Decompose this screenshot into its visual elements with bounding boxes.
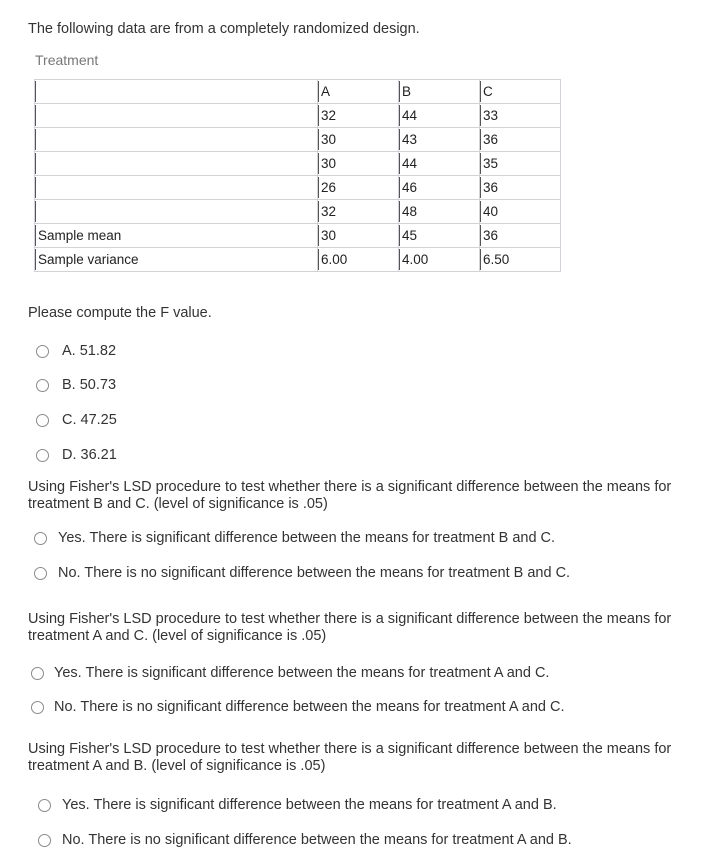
q3-option-yes[interactable] [31,665,549,681]
table-cell: 4.00 [399,249,479,270]
table-cell: 35 [480,153,560,174]
question-1-text: Please compute the F value. [28,305,212,321]
q3-option-no[interactable] [31,699,564,715]
table-cell: 36 [480,177,560,198]
header-cell-c: C [480,81,560,102]
radio-icon[interactable] [31,701,44,714]
table-cell: 44 [399,153,479,174]
table-cell: 46 [399,177,479,198]
radio-icon[interactable] [31,667,44,680]
treatment-label: Treatment [35,52,99,68]
option-label: D. 36.21 [62,447,117,463]
radio-icon[interactable] [38,834,51,847]
q1-option-a[interactable] [36,343,116,359]
table-row [35,152,561,176]
table-cell: 30 [318,225,398,246]
table-cell: 6.00 [318,249,398,270]
radio-icon[interactable] [36,449,49,462]
table-cell: 30 [318,129,398,150]
q2-option-yes[interactable] [34,530,555,546]
q4-option-yes[interactable] [38,797,557,813]
row-label [35,129,317,150]
radio-icon[interactable] [38,799,51,812]
option-label: Yes. There is significant difference between the means for treatment A and B. [62,797,557,813]
table-cell: 26 [318,177,398,198]
table-cell: 43 [399,129,479,150]
table-cell: 45 [399,225,479,246]
question-4-text: Using Fisher's LSD procedure to test whether there is a significant difference between the means for treatment A and B. (level of significance is .05) [28,741,672,774]
option-label: B. 50.73 [62,377,117,393]
table-row [35,128,561,152]
table-cell: 48 [399,201,479,222]
data-table [34,79,561,272]
table-cell: 44 [399,105,479,126]
q1-option-b[interactable] [36,377,116,393]
header-cell [35,81,317,102]
option-label: No. There is no significant difference between the means for treatment A and C. [54,699,565,715]
header-cell-a: A [318,81,398,102]
table-cell: 30 [318,153,398,174]
q4-option-no[interactable] [38,832,572,848]
table-row [35,224,561,248]
option-label: A. 51.82 [62,343,117,359]
table-cell: 36 [480,129,560,150]
header-cell-b: B [399,81,479,102]
q2-option-no[interactable] [34,565,570,581]
radio-icon[interactable] [34,532,47,545]
table-cell: 40 [480,201,560,222]
table-header-row [35,80,561,104]
table-cell: 6.50 [480,249,560,270]
table-cell: 36 [480,225,560,246]
option-label: C. 47.25 [62,412,117,428]
question-3-text: Using Fisher's LSD procedure to test whether there is a significant difference between the means for treatment A and C. (level of significance is .05) [28,611,672,644]
option-label: Yes. There is significant difference between the means for treatment B and C. [58,530,556,546]
table-row [35,200,561,224]
option-label: Yes. There is significant difference between the means for treatment A and C. [54,665,550,681]
q1-option-d[interactable] [36,447,117,463]
option-label: No. There is no significant difference between the means for treatment B and C. [58,565,571,581]
row-label: Sample variance [35,249,317,270]
radio-icon[interactable] [36,345,49,358]
row-label [35,201,317,222]
table-cell: 32 [318,201,398,222]
q1-option-c[interactable] [36,412,117,428]
row-label: Sample mean [35,225,317,246]
radio-icon[interactable] [36,379,49,392]
row-label [35,105,317,126]
question-2-text: Using Fisher's LSD procedure to test whether there is a significant difference between the means for treatment B and C. (level of significance is .05) [28,479,672,512]
table-row [35,176,561,200]
radio-icon[interactable] [36,414,49,427]
row-label [35,177,317,198]
option-label: No. There is no significant difference between the means for treatment A and B. [62,832,572,848]
table-cell: 33 [480,105,560,126]
table-row [35,248,561,272]
intro-text: The following data are from a completely randomized design. [28,21,420,37]
table-row [35,104,561,128]
table-cell: 32 [318,105,398,126]
radio-icon[interactable] [34,567,47,580]
row-label [35,153,317,174]
